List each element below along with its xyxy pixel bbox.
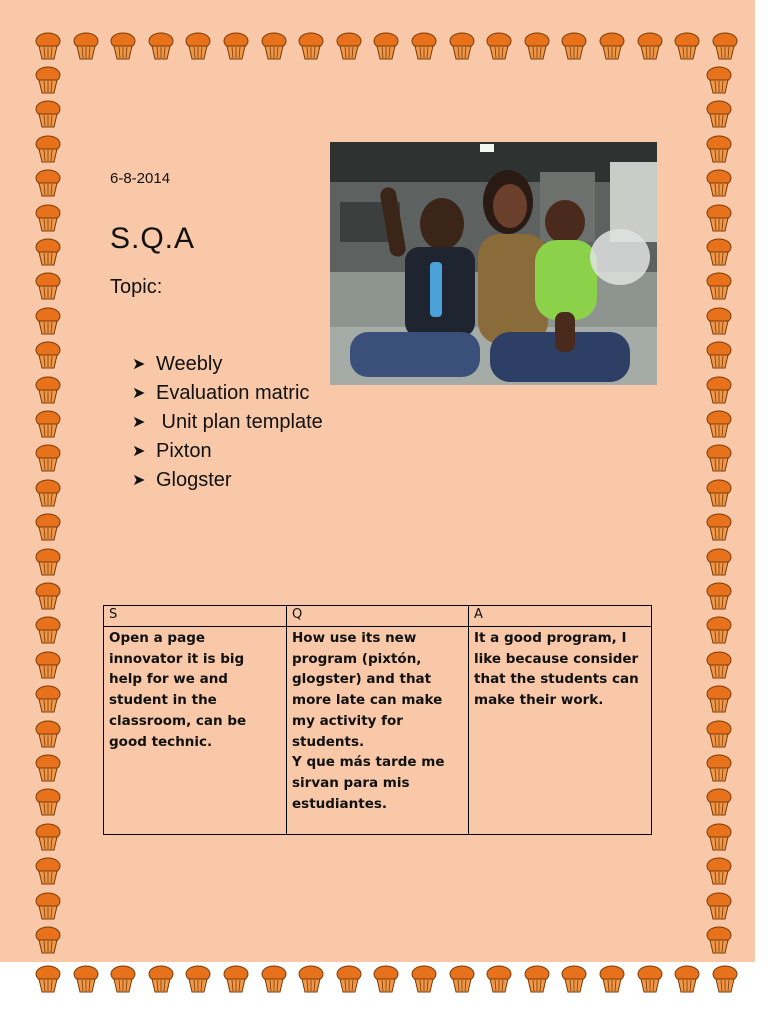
topic-text: Pixton <box>156 440 212 462</box>
table-row <box>104 627 652 835</box>
document-title: S.Q.A <box>110 222 196 255</box>
topic-text: Evaluation matric <box>156 382 310 404</box>
list-item <box>132 408 362 437</box>
list-item <box>132 437 362 466</box>
list-item <box>132 466 362 495</box>
header-a: A <box>469 606 652 627</box>
list-item <box>132 350 362 379</box>
arrowhead-bullet-icon: ➤ <box>132 443 146 460</box>
topic-label: Topic: <box>110 276 163 298</box>
arrowhead-bullet-icon: ➤ <box>132 385 146 402</box>
list-item <box>132 379 362 408</box>
cell-q-text: How use its new program (pixtón, glogster) and that more late can make my activity for students. Y que más tarde me sirvan para mis estudiantes. <box>292 630 445 812</box>
family-photo <box>330 142 657 385</box>
topic-list <box>132 350 362 495</box>
cell-a-text: It a good program, I like because consider that the students can make their work. <box>474 630 639 709</box>
topic-text: Weebly <box>156 353 223 375</box>
sqa-table <box>103 605 652 835</box>
cell-s-text: Open a page innovator it is big help for we and student in the classroom, can be good technic. <box>109 630 247 750</box>
page-margin-bottom <box>0 962 768 1024</box>
topic-text: Unit plan template <box>156 411 323 433</box>
arrowhead-bullet-icon: ➤ <box>132 356 146 373</box>
page-margin-right <box>755 0 768 962</box>
cell-s <box>104 627 287 835</box>
header-q: Q <box>287 606 469 627</box>
header-s: S <box>104 606 287 627</box>
document-date: 6-8-2014 <box>110 170 171 187</box>
arrowhead-bullet-icon: ➤ <box>132 414 146 431</box>
cell-a <box>469 627 652 835</box>
photo-illustration <box>330 142 657 385</box>
arrowhead-bullet-icon: ➤ <box>132 472 146 489</box>
cell-q <box>287 627 469 835</box>
table-header-row <box>104 606 652 627</box>
topic-text: Glogster <box>156 469 232 491</box>
